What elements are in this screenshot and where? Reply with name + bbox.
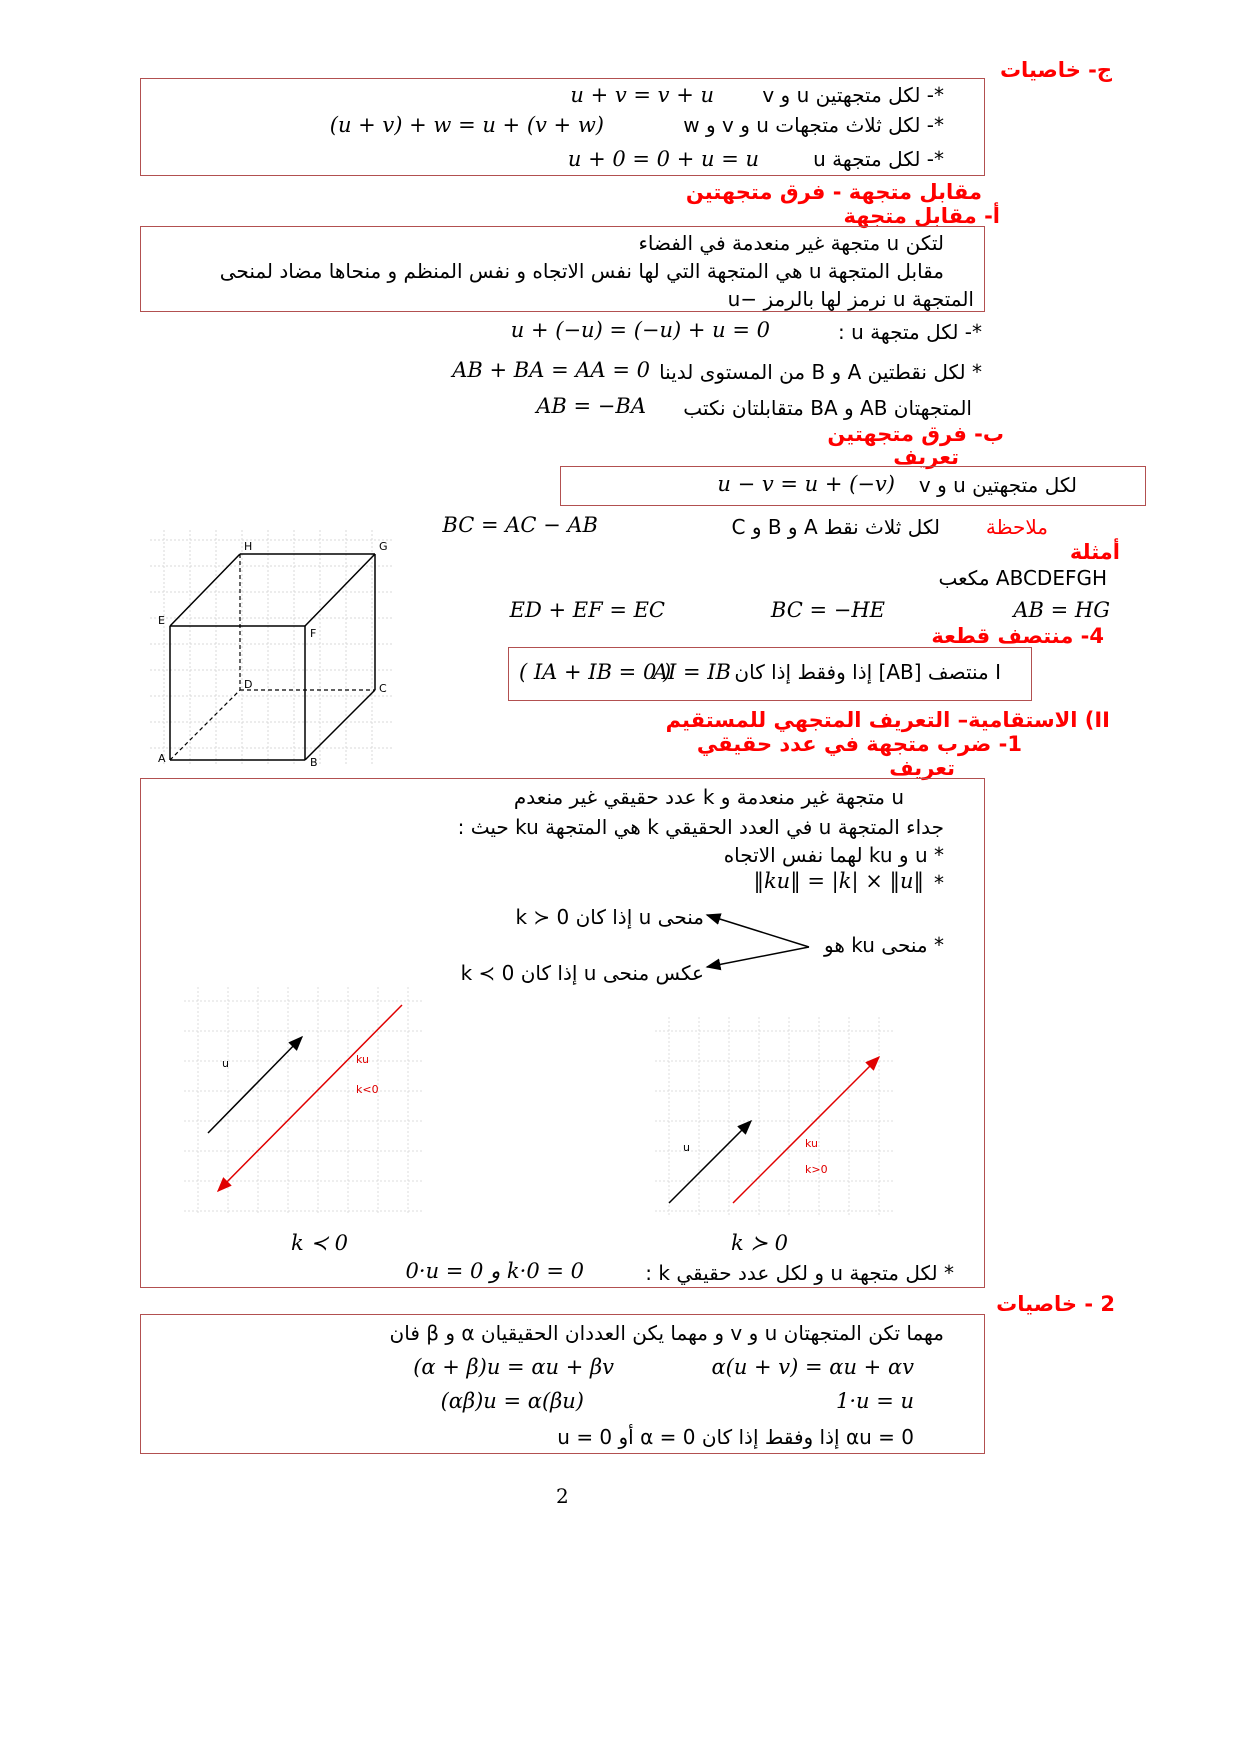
cube-label-e: E [158,614,165,627]
prop-line-3-text: *- لكل متجهة u [813,147,944,171]
example-1: AB = HG [1013,598,1110,622]
opposite-definition-box [140,226,985,312]
props2-m1: α(u + v) = αu + αv [711,1355,914,1379]
direction-negative: عكس منحى u إذا كان k ≺ 0 [460,961,704,985]
prop-line-2-math: (u + v) + w = u + (v + w) [329,113,604,137]
props2-intro: مهما تكن المتجهتان u و v و مهما يكن العددان الحقيقيان α و β فان [389,1321,944,1345]
difference-note-text: لكل ثلاث نقط A و B و C [731,515,940,539]
opposite-prop-3-math: AB = −BA [536,394,646,418]
midpoint-math-2: ( IA + IB = 0 ) [519,660,672,684]
difference-definition-box [560,466,1146,506]
zero-property-math: 0·u = 0 و k·0 = 0 [405,1259,584,1283]
opposite-subtitle: أ- مقابل متجهة [843,204,1000,228]
cube-label-a: A [158,752,166,765]
page-number: 2 [556,1484,569,1508]
cube-label-b: B [310,756,318,766]
part2-subtitle: 1- ضرب متجهة في عدد حقيقي [696,732,1022,756]
vector-u [669,1121,751,1203]
cube-label-g: G [379,540,388,553]
figure-k-positive [655,1017,893,1215]
vector-ku [733,1057,879,1203]
cube-label-d: D [244,678,253,691]
part2-title: II) الاستقامية– التعريف المتجهي للمستقيم [665,708,1110,732]
cube-statement: ABCDEFGH مكعب [938,566,1107,590]
prop-line-1-text: *- لكل متجهتين u و v [762,83,944,107]
label-ku: ku [805,1137,819,1150]
prop-line-3-math: u + 0 = 0 + u = u [567,147,759,171]
arrow-to-negative [707,947,809,967]
direction-arrows [701,905,821,975]
properties-box [140,78,985,176]
label-u: u [222,1057,229,1070]
examples-label: أمثلة [1069,540,1120,564]
difference-def-text: لكل متجهتين u و v [918,473,1077,497]
props2-title: 2 - خاصيات [996,1292,1115,1316]
midpoint-box [508,647,1032,701]
scalar-line-3: * u و ku لهما نفس الاتجاه [723,843,944,867]
part2-def-label: تعريف [889,756,955,780]
midpoint-text: I منتصف [AB] إذا وفقط إذا كان [734,660,1001,684]
opposite-prop-2-math: AB + BA = AA = 0 [452,358,650,382]
props2-m5: αu = 0 إذا وفقط إذا كان α = 0 أو u = 0 [557,1425,914,1449]
arrow-to-positive [707,915,809,947]
opposite-def-line-3: المتجهة u نرمز لها بالرمز −u [727,287,974,311]
figure-k-negative [184,987,422,1215]
direction-positive: منحى u إذا كان k ≻ 0 [515,905,704,929]
props2-m4: (αβ)u = α(βu) [440,1389,584,1413]
scalar-line-2: جداء المتجهة u في العدد الحقيقي k هي المتجهة ku حيث : [457,815,944,839]
label-k-negative: k<0 [356,1083,379,1096]
caption-k-positive: k ≻ 0 [731,1231,789,1255]
label-k-positive: k>0 [805,1163,828,1176]
difference-def-math: u − v = u + (−v) [717,472,895,496]
caption-k-negative: k ≺ 0 [291,1231,349,1255]
midpoint-title: 4- منتصف قطعة [931,624,1104,648]
scalar-line-4-bullet: * [934,871,944,895]
opposite-prop-2-text: * لكل نقطتين A و B من المستوى لدينا [659,360,982,384]
difference-note-label: ملاحظة [985,515,1048,539]
cube-figure [150,530,394,766]
scalar-line-4-math: ‖ku‖ = |k| × ‖u‖ [753,869,924,893]
opposite-prop-1-text: *- لكل متجهة u : [838,320,982,344]
props2-m2: (α + β)u = αu + βv [413,1355,614,1379]
opposite-prop-3-text: المتجهتان AB و BA متقابلتان نكتب [683,396,972,420]
opposite-def-line-1: لتكن u متجهة غير منعدمة في الفضاء [638,231,944,255]
vector-ku [218,1005,402,1191]
direction-label: * منحى ku هو [824,933,944,957]
props2-box [140,1314,985,1454]
cube-label-c: C [379,682,387,695]
cube-label-h: H [244,540,253,553]
section-c-title: ج- خاصيات [999,58,1112,82]
opposite-title: مقابل متجهة - فرق متجهتين [685,180,982,204]
opposite-prop-1-math: u + (−u) = (−u) + u = 0 [510,318,770,342]
zero-property-text: * لكل متجهة u و لكل عدد حقيقي k : [645,1261,954,1285]
prop-line-1-math: u + v = v + u [570,83,714,107]
opposite-def-line-2: مقابل المتجهة u هي المتجهة التي لها نفس الاتجاه و نفس المنظم و منحاها مضاد لمنحى [219,259,944,283]
example-3: ED + EF = EC [509,598,665,622]
label-u: u [683,1141,690,1154]
example-2: BC = −HE [770,598,885,622]
scalar-line-1: u متجهة غير منعدمة و k عدد حقيقي غير منعدم [513,785,904,809]
prop-line-2-text: *- لكل ثلاث متجهات u و v و w [683,113,944,137]
props2-m3: 1·u = u [835,1389,914,1413]
midpoint-math: AI = IB [652,660,731,684]
difference-title: ب- فرق متجهتين [827,422,1004,446]
cube-label-f: F [310,627,317,640]
difference-note-math: BC = AC − AB [442,513,598,537]
label-ku: ku [356,1053,370,1066]
difference-def-label: تعريف [893,445,959,469]
scalar-definition-box [140,778,985,1288]
